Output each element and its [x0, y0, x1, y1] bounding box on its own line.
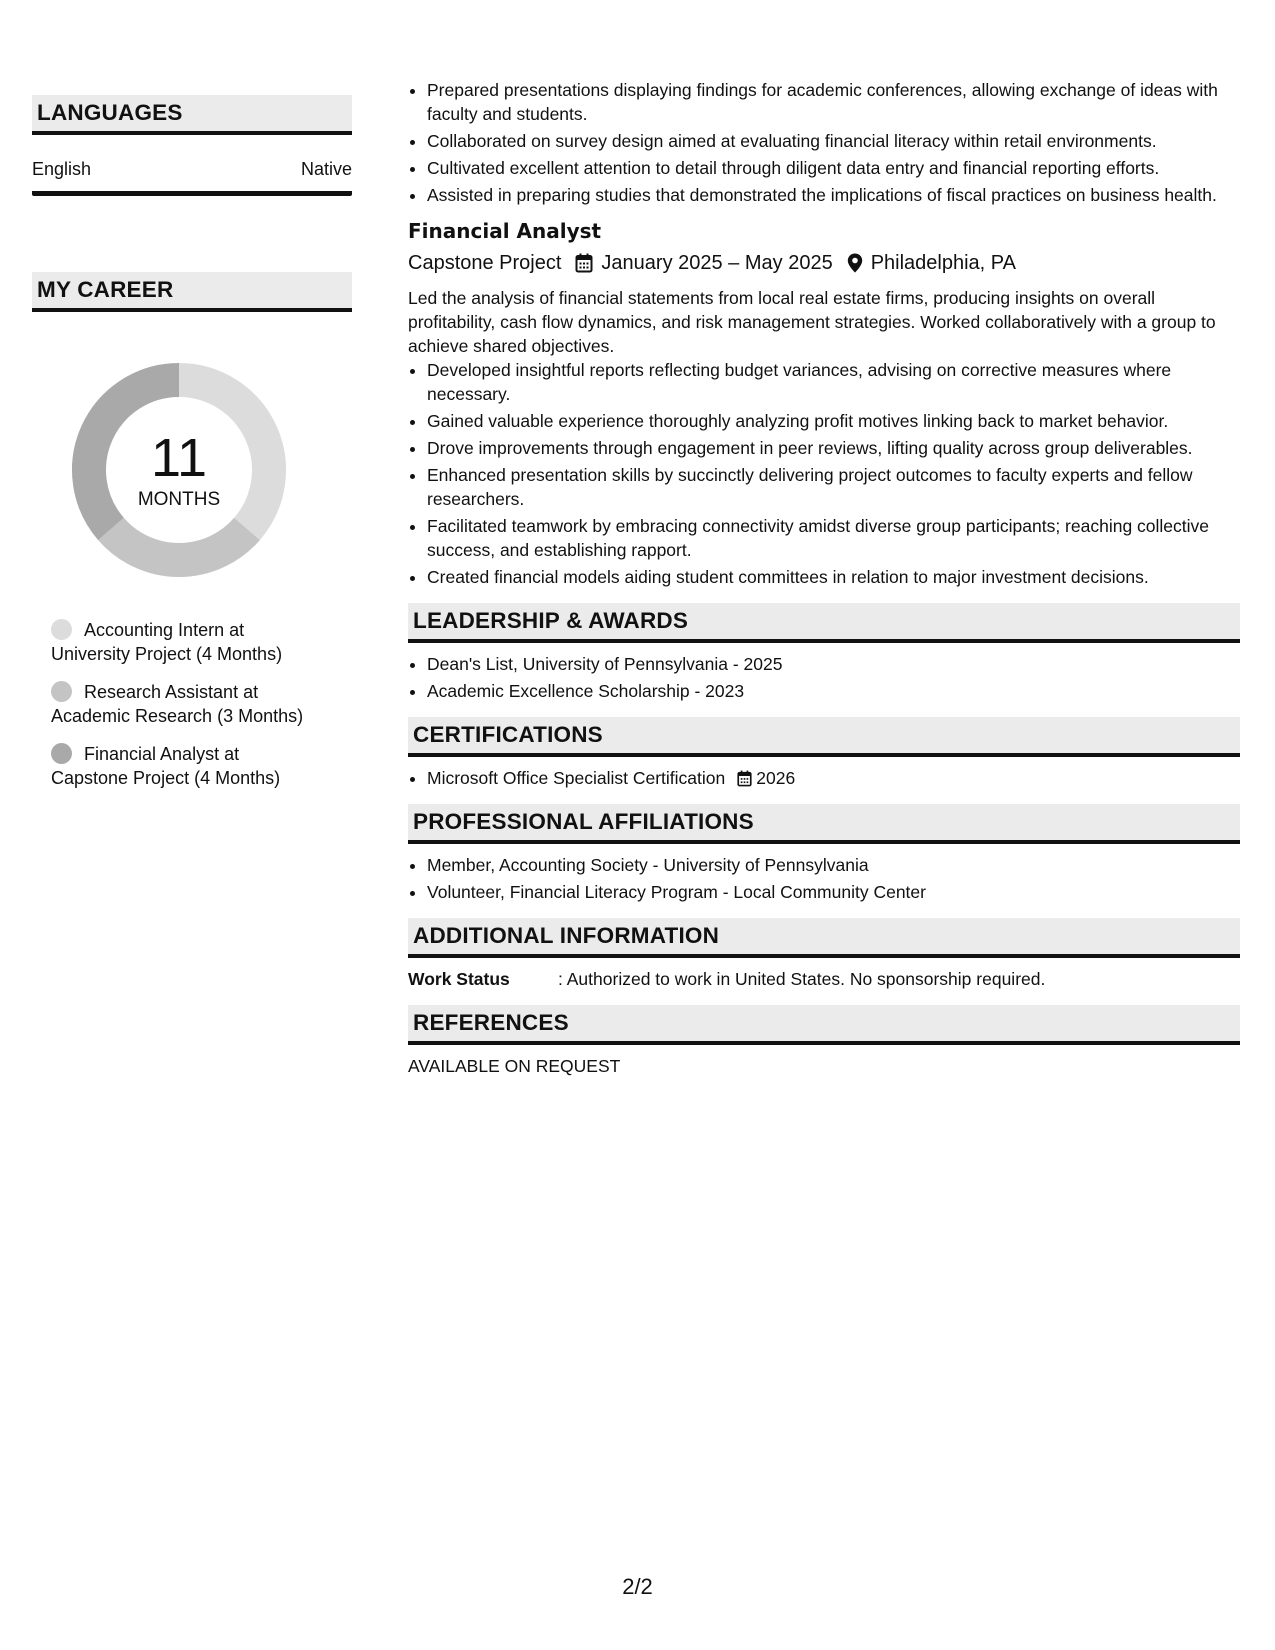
legend-label-line1: Research Assistant at	[84, 682, 259, 702]
calendar-icon	[575, 253, 593, 273]
career-heading: MY CAREER	[32, 272, 352, 312]
legend-item	[51, 680, 352, 728]
leadership-heading: LEADERSHIP & AWARDS	[408, 603, 1240, 643]
list-item: • Enhanced presentation skills by succinctly delivering project outcomes to faculty experts and fellow researchers.	[427, 463, 1240, 511]
language-name: English	[32, 159, 92, 179]
legend-label-line1: Financial Analyst at	[84, 744, 240, 764]
work-status-row	[408, 967, 1240, 991]
certifications-list	[408, 766, 1240, 790]
legend-dot	[51, 619, 72, 640]
affiliations-list	[408, 853, 1240, 904]
languages-heading: LANGUAGES	[32, 95, 352, 135]
calendar-icon	[737, 770, 752, 787]
legend-dot	[51, 743, 72, 764]
legend-label-line2: Capstone Project (4 Months)	[51, 768, 281, 788]
career-legend	[51, 618, 352, 790]
map-pin-icon	[847, 253, 863, 273]
job-location: Philadelphia, PA	[870, 252, 1016, 274]
certification-year: 2026	[756, 768, 796, 788]
legend-label-line1: Accounting Intern at	[84, 620, 245, 640]
list-item: • Developed insightful reports reflecting budget variances, advising on corrective measures where necessary.	[427, 358, 1240, 406]
list-item: • Prepared presentations displaying findings for academic conferences, allowing exchange of ideas with faculty and students.	[427, 78, 1240, 126]
legend-dot	[51, 681, 72, 702]
list-item: • Facilitated teamwork by embracing connectivity amidst diverse group participants; reaching collective success, and establishing rapport.	[427, 514, 1240, 562]
job-company: Capstone Project	[408, 252, 562, 274]
page-number: 2/2	[622, 1574, 653, 1599]
work-status-label: Work Status	[408, 969, 510, 989]
previous-job-bullets	[408, 78, 1240, 207]
leadership-list	[408, 652, 1240, 703]
references-heading: REFERENCES	[408, 1005, 1240, 1045]
job-bullets	[408, 358, 1240, 589]
language-row	[32, 135, 352, 196]
job-description: Led the analysis of financial statements from local real estate firms, producing insights on overall profitability, cash flow dynamics, and risk management strategies. Worked collaboratively with a group to achieve shared objectives.	[408, 288, 1216, 356]
list-item: • Collaborated on survey design aimed at evaluating financial literacy within retail environments.	[427, 129, 1240, 153]
list-item: • Cultivated excellent attention to detail through diligent data entry and financial reporting efforts.	[427, 156, 1240, 180]
list-item: • Dean's List, University of Pennsylvania - 2025	[427, 652, 1240, 676]
donut-segment-2	[111, 529, 247, 560]
certification-line	[427, 766, 795, 790]
certification-name: • Microsoft Office Specialist Certification	[427, 768, 726, 788]
list-item	[427, 766, 1240, 790]
list-item: • Drove improvements through engagement in peer reviews, lifting quality across group deliverables.	[427, 436, 1240, 460]
certifications-heading: CERTIFICATIONS	[408, 717, 1240, 757]
list-item: • Academic Excellence Scholarship - 2023	[427, 679, 1240, 703]
job-dates: January 2025 – May 2025	[601, 252, 833, 274]
list-item: • Gained valuable experience thoroughly analyzing profit motives linking back to market behavior.	[427, 409, 1240, 433]
references-text: AVAILABLE ON REQUEST	[408, 1056, 621, 1076]
legend-label-line2: University Project (4 Months)	[51, 644, 283, 664]
work-status-value: : Authorized to work in United States. No sponsorship required.	[558, 969, 1046, 989]
additional-info-heading: ADDITIONAL INFORMATION	[408, 918, 1240, 958]
legend-label-line2: Academic Research (3 Months)	[51, 706, 304, 726]
list-item: • Volunteer, Financial Literacy Program - Local Community Center	[427, 880, 1240, 904]
list-item: • Member, Accounting Society - University of Pennsylvania	[427, 853, 1240, 877]
left-column	[32, 95, 352, 804]
list-item: • Created financial models aiding student committees in relation to major investment decisions.	[427, 565, 1240, 589]
language-level: Native	[300, 159, 352, 179]
career-total-unit: MONTHS	[137, 489, 221, 510]
legend-item	[51, 618, 352, 666]
right-column	[408, 78, 1240, 1078]
list-item: • Assisted in preparing studies that demonstrated the implications of fiscal practices on business health.	[427, 183, 1240, 207]
job-meta	[408, 247, 1240, 279]
job-title: Financial Analyst	[408, 219, 602, 243]
career-total-value: 11	[150, 428, 208, 488]
affiliations-heading: PROFESSIONAL AFFILIATIONS	[408, 804, 1240, 844]
legend-item	[51, 742, 352, 790]
career-donut-chart	[66, 357, 292, 583]
